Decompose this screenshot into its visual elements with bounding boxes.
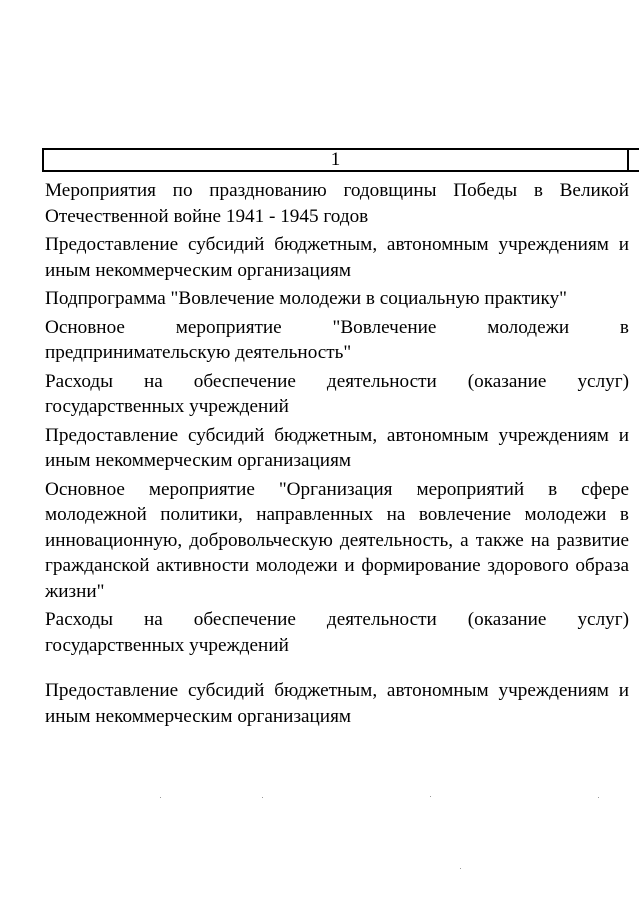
table-row: Основное мероприятие "Вовлечение молодежи в предпринимательскую деятельность" [45,316,629,363]
column-number-cell: 1 [44,150,629,170]
table-row: Основное мероприятие "Организация мероприятий в сфере молодежной политики, направленных на вовлечение молодежи в инновационную, добровольческую деятельность, а также на развитие гражданской активности молодежи и формирование здорового образа жизни" [45,478,629,602]
table-row: Подпрограмма "Вовлечение молодежи в социальную практику" [45,288,568,309]
table-row: Расходы на обеспечение деятельности (оказание услуг) государственных учреждений [45,370,629,417]
scan-speck [598,797,599,798]
scan-speck [460,868,461,869]
table-row: Расходы на обеспечение деятельности (оказание услуг) государственных учреждений [45,609,629,656]
table-row: Мероприятия по празднованию годовщины Победы в Великой Отечественной войне 1941 - 1945 годов [45,180,629,227]
table-row: Предоставление субсидий бюджетным, автономным учреждениям и иным некоммерческим организациям [45,424,629,471]
scan-speck [430,796,431,797]
table-row: Предоставление субсидий бюджетным, автономным учреждениям и иным некоммерческим организациям [45,234,629,281]
scan-speck [160,797,161,798]
scan-speck [262,797,263,798]
table-row: Предоставление субсидий бюджетным, автономным учреждениям и иным некоммерческим организациям [45,680,629,727]
table-header-row [42,148,639,172]
table-body [45,178,629,732]
